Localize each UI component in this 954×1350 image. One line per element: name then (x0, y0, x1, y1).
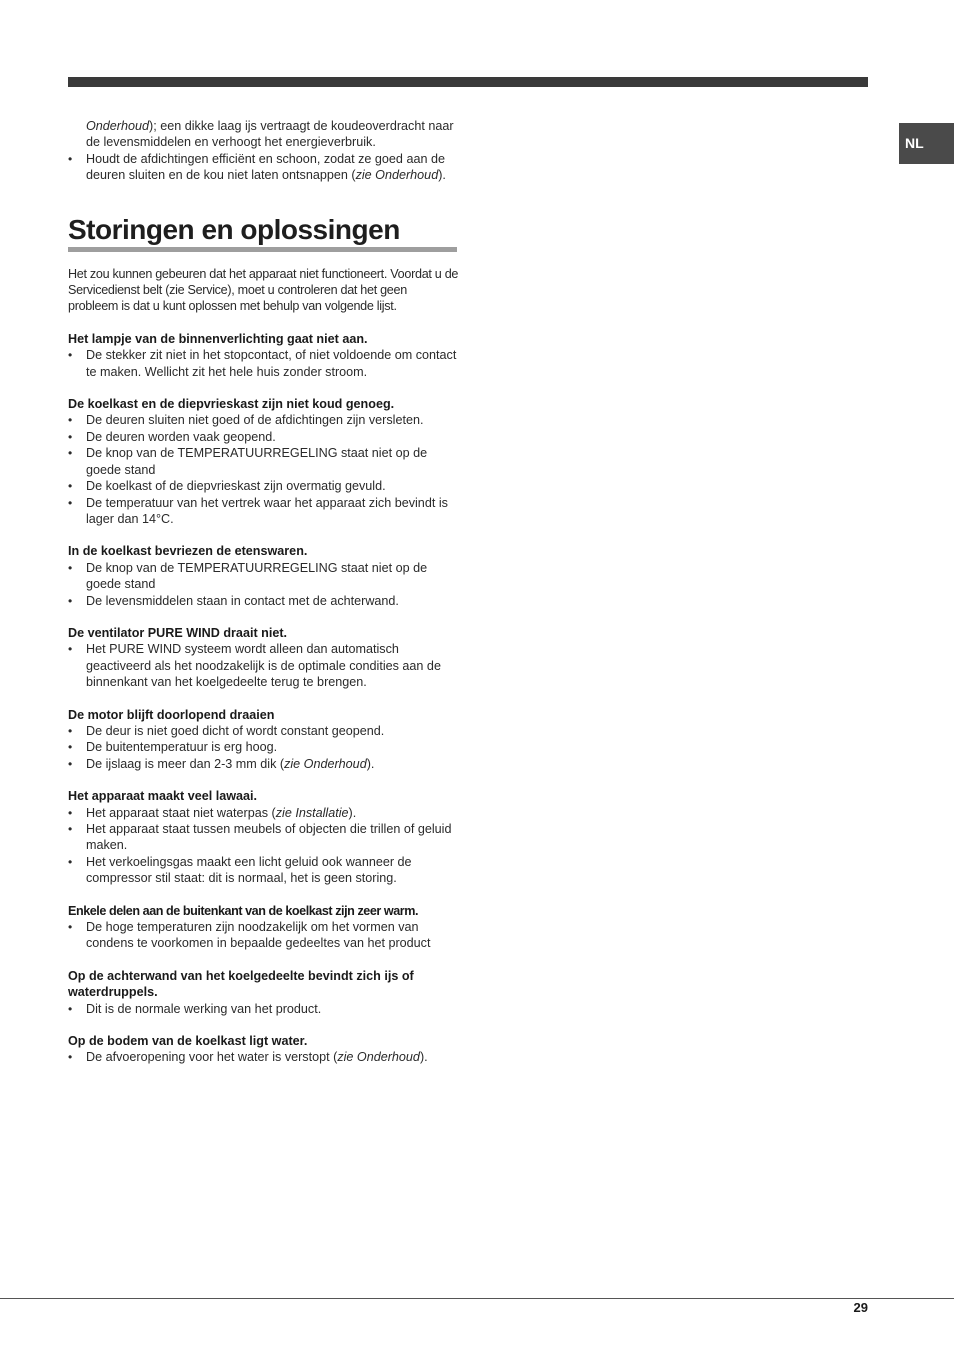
page-title: Storingen en oplossingen (68, 213, 400, 245)
list-item-text: Het verkoelingsgas maakt een licht geluid ook wanneer de compressor stil staat: dit is normaal, het is geen storing. (86, 854, 412, 886)
troubleshooting-section (68, 788, 460, 886)
intro-paragraph: Het zou kunnen gebeuren dat het apparaat niet functioneert. Voordat u de Servicedienst belt (zie Service), moet u controleren dat het geen probleem is dat u kunt oplossen met behulp van volgende lijst. (68, 266, 459, 314)
footer-rule (0, 1298, 954, 1299)
troubleshooting-section (68, 968, 460, 1017)
bullet-list (68, 641, 460, 690)
bullet-list (68, 919, 460, 952)
list-item (68, 495, 460, 528)
section-heading: De ventilator PURE WIND draait niet. (68, 625, 288, 640)
list-item-text: De ijslaag is meer dan 2-3 mm dik ( (86, 756, 285, 771)
bullet-list (68, 560, 460, 609)
troubleshooting-section (68, 903, 460, 952)
list-item (68, 347, 460, 380)
list-item-text: De deuren worden vaak geopend. (86, 429, 276, 444)
list-item-text: De koelkast of de diepvrieskast zijn overmatig gevuld. (86, 479, 386, 494)
troubleshooting-section (68, 331, 460, 380)
cross-reference: zie Onderhoud (284, 756, 367, 771)
intro-item-after: ). (438, 168, 446, 183)
list-item (68, 593, 460, 609)
list-item-text: De knop van de TEMPERATUURREGELING staat niet op de goede stand (86, 446, 428, 477)
list-item-text: De buitentemperatuur is erg hoog. (86, 740, 278, 755)
list-item-text: De hoge temperaturen zijn noodzakelijk om het vormen van condens te voorkomen in bepaalde gedeeltes van het product (86, 920, 431, 951)
troubleshooting-sections (68, 331, 460, 1066)
list-item-text: De levensmiddelen staan in contact met de achterwand. (86, 593, 399, 608)
list-item (68, 1049, 460, 1065)
list-item-text: De afvoeropening voor het water is verstopt ( (86, 1050, 338, 1065)
cross-reference: zie Installatie (275, 805, 349, 820)
list-item (68, 739, 460, 755)
list-item-after: ). (366, 756, 375, 771)
bullet-list (68, 412, 460, 527)
bullet-list (68, 347, 460, 380)
list-item (68, 756, 460, 772)
section-heading: De koelkast en de diepvrieskast zijn niet koud genoeg. (68, 397, 395, 412)
section-heading: Het lampje van de binnenverlichting gaat niet aan. (68, 331, 368, 346)
list-item (68, 445, 460, 478)
page-number: 29 (853, 1300, 868, 1315)
intro-item-italic: Onderhoud (86, 119, 150, 133)
troubleshooting-section (68, 543, 460, 609)
bullet-list (68, 1001, 460, 1017)
list-item (68, 560, 460, 593)
troubleshooting-section (68, 625, 460, 691)
list-item (68, 854, 460, 887)
title-underline (68, 247, 457, 252)
list-item (68, 821, 460, 854)
list-item-text: De stekker zit niet in het stopcontact, of niet voldoende om contact te maken. Wellicht zit het hele huis zonder stroom. (86, 348, 457, 379)
section-heading: Op de achterwand van het koelgedeelte bevindt zich ijs of waterdruppels. (68, 968, 414, 1000)
list-item-text: De deuren sluiten niet goed of de afdichtingen zijn versleten. (86, 413, 424, 428)
list-item-text: Het apparaat staat tussen meubels of objecten die trillen of geluid maken. (86, 822, 452, 853)
cross-reference: zie Onderhoud (337, 1050, 420, 1065)
intro-item-text: ); een dikke laag ijs vertraagt de koudeoverdracht naar de levensmiddelen en verhoogt het energieverbruik. (86, 119, 454, 150)
intro-item-italic: zie Onderhoud (355, 168, 439, 183)
list-item (68, 412, 460, 428)
intro-list (68, 118, 460, 184)
top-bar (68, 77, 868, 87)
section-heading: Op de bodem van de koelkast ligt water. (68, 1034, 308, 1049)
list-item (68, 1001, 460, 1017)
troubleshooting-section (68, 1033, 460, 1066)
section-heading: De motor blijft doorlopend draaien (68, 707, 275, 722)
list-item-text: De deur is niet goed dicht of wordt constant geopend. (86, 723, 385, 738)
list-item-text: Het PURE WIND systeem wordt alleen dan automatisch geactiveerd als het noodzakelijk is de optimale condities aan de binnenkant van het koelgedeelte terug te brengen. (86, 642, 441, 690)
intro-item-continued (68, 118, 460, 151)
troubleshooting-section (68, 707, 460, 773)
main-column (68, 118, 460, 1066)
section-heading: Enkele delen aan de buitenkant van de koelkast zijn zeer warm. (68, 903, 419, 918)
section-heading: Het apparaat maakt veel lawaai. (68, 789, 258, 804)
bullet-list (68, 1049, 460, 1065)
list-item (68, 478, 460, 494)
list-item-text: Het apparaat staat niet waterpas ( (86, 805, 276, 820)
section-heading: In de koelkast bevriezen de etenswaren. (68, 544, 308, 559)
list-item-after: ). (348, 805, 357, 820)
list-item (68, 919, 460, 952)
troubleshooting-section (68, 396, 460, 527)
list-item-text: Dit is de normale werking van het product. (86, 1001, 322, 1016)
language-tab: NL (899, 123, 954, 164)
bullet-list (68, 805, 460, 887)
list-item-text: De knop van de TEMPERATUURREGELING staat niet op de goede stand (86, 560, 428, 592)
list-item (68, 723, 460, 739)
list-item (68, 641, 460, 690)
list-item (68, 429, 460, 445)
intro-item-text: Houdt de afdichtingen efficiënt en schoon, zodat ze goed aan de deuren sluiten en de kou niet laten ontsnappen ( (86, 151, 445, 183)
intro-item (68, 151, 460, 184)
bullet-list (68, 723, 460, 772)
list-item-text: De temperatuur van het vertrek waar het apparaat zich bevindt is lager dan 14°C. (86, 495, 448, 526)
list-item (68, 805, 460, 821)
list-item-after: ). (419, 1050, 428, 1065)
